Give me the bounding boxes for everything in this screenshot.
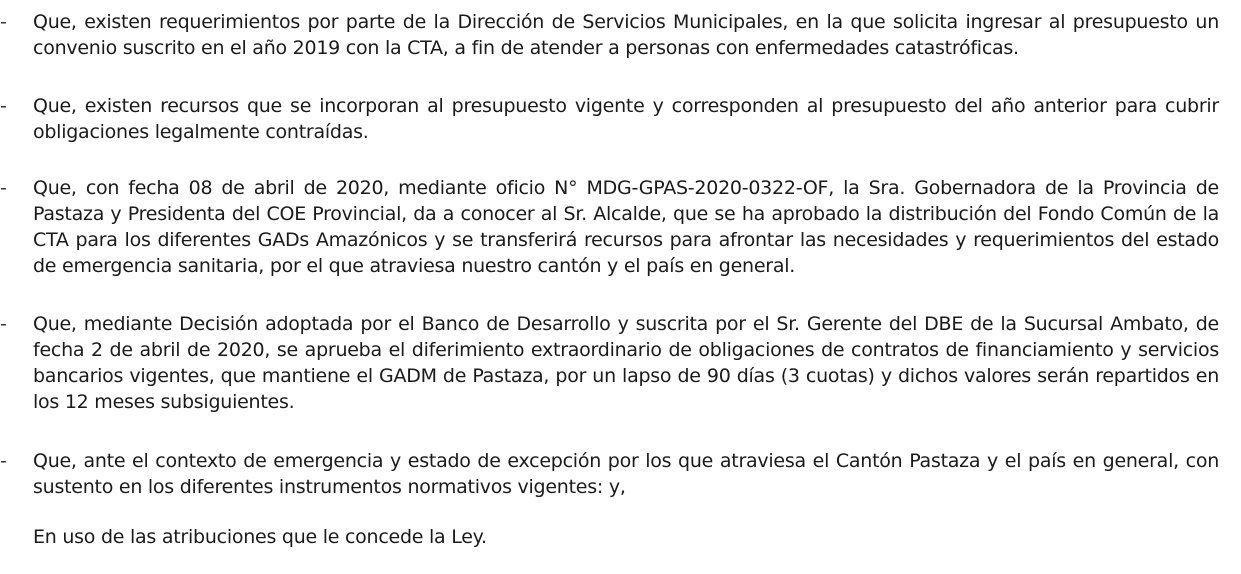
bullet-marker: - (0, 11, 7, 33)
bullet-marker: - (0, 177, 7, 199)
bullet-marker: - (0, 450, 7, 472)
bullet-marker: - (0, 95, 7, 117)
bullet-marker: - (0, 313, 7, 335)
considerando-paragraph: Que, con fecha 08 de abril de 2020, mediante oficio N° MDG-GPAS-2020-0322-OF, la Sra. Gobernadora de la Provincia de Pastaza y Presidenta del COE Provincial, da a conocer al Sr. Alcalde, que se ha aprobado la distribución del Fondo Común de la CTA para los diferentes GADs Amazónicos y se transferirá recursos para afrontar las necesidades y requerimientos del estado de emergencia sanitaria, por el que atraviesa nuestro cantón y el país en general. (33, 177, 1219, 277)
considerando-paragraph: Que, mediante Decisión adoptada por el Banco de Desarrollo y suscrita por el Sr. Gerente del DBE de la Sucursal Ambato, de fecha 2 de abril de 2020, se aprueba el diferimiento extraordinario de obligaciones de contratos de financiamiento y servicios bancarios vigentes, que mantiene el GADM de Pastaza, por un lapso de 90 días (3 cuotas) y dichos valores serán repartidos en los 12 meses subsiguientes. (33, 313, 1219, 413)
considerando-paragraph: Que, existen requerimientos por parte de la Dirección de Servicios Municipales, en la que solicita ingresar al presupuesto un convenio suscrito en el año 2019 con la CTA, a fin de atender a personas con enfermedades catastróficas. (33, 11, 1219, 59)
considerando-paragraph: Que, existen recursos que se incorporan al presupuesto vigente y corresponden al presupuesto del año anterior para cubrir obligaciones legalmente contraídas. (33, 95, 1219, 143)
closing-statement: En uso de las atribuciones que le concede la Ley. (33, 526, 487, 548)
considerando-paragraph: Que, ante el contexto de emergencia y estado de excepción por los que atraviesa el Cantón Pastaza y el país en general, con sustento en los diferentes instrumentos normativos vigentes: y, (33, 450, 1219, 498)
